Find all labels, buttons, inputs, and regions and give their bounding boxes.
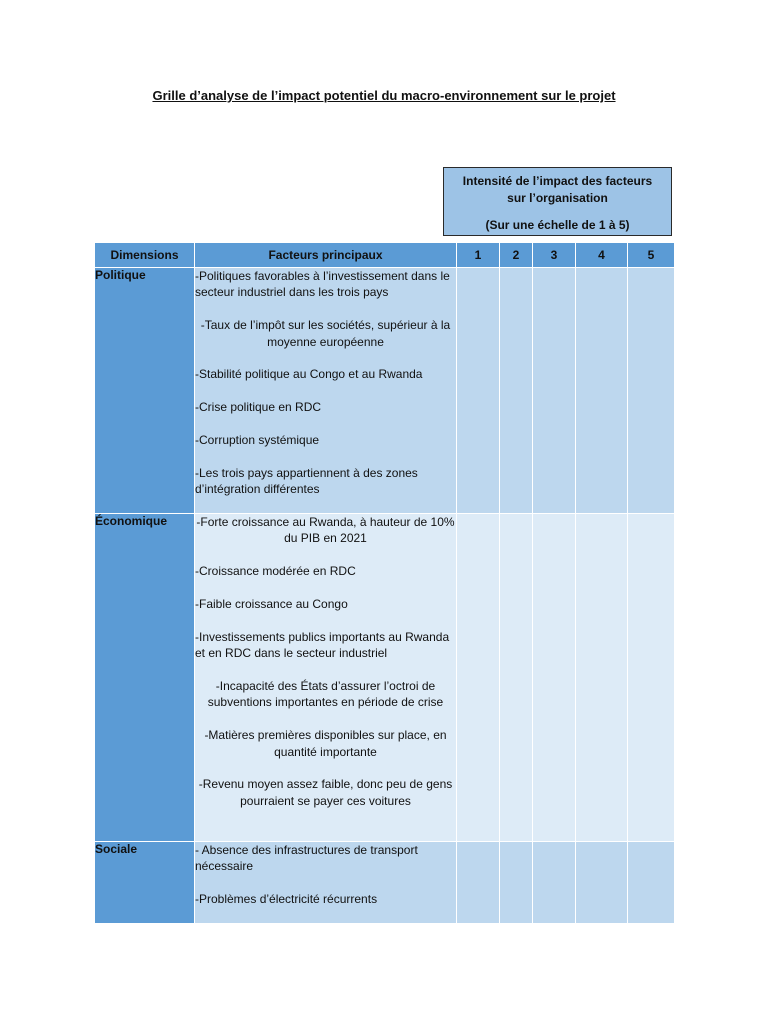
factor-item: -Croissance modérée en RDC — [195, 564, 356, 579]
intensity-header-line1: Intensité de l’impact des facteurs — [462, 174, 653, 188]
factor-item: -Matières premières disponibles sur place, en quantité importante — [204, 728, 447, 759]
intensity-header-box — [443, 167, 672, 236]
dimension-economique: Économique — [95, 514, 195, 842]
factor-item: -Investissements publics importants au Rwanda et en RDC dans le secteur industriel — [195, 629, 450, 661]
score-cell-politique-5[interactable] — [628, 268, 675, 514]
factor-item: -Faible croissance au Congo — [195, 597, 348, 611]
dimension-sociale: Sociale — [95, 842, 195, 924]
factors-sociale — [195, 842, 457, 924]
table-row-sociale — [95, 842, 675, 924]
score-cell-sociale-4[interactable] — [576, 842, 628, 924]
factor-item: -Les trois pays appartiennent à des zones d’intégration différentes — [195, 465, 418, 497]
factors-economique — [195, 514, 457, 842]
table-header-row — [95, 243, 675, 268]
table-row-economique — [95, 514, 675, 842]
header-score-3: 3 — [533, 243, 576, 268]
score-cell-sociale-2[interactable] — [500, 842, 533, 924]
factor-item: -Problèmes d’électricité récurrents — [195, 892, 378, 907]
score-cell-politique-3[interactable] — [533, 268, 576, 514]
score-cell-economique-5[interactable] — [628, 514, 675, 842]
factor-item: - Absence des infrastructures de transport nécessaire — [195, 843, 418, 874]
factors-politique — [195, 268, 457, 514]
score-cell-sociale-1[interactable] — [457, 842, 500, 924]
header-score-2: 2 — [500, 243, 533, 268]
table-row-politique — [95, 268, 675, 514]
score-cell-politique-4[interactable] — [576, 268, 628, 514]
analysis-grid-table — [94, 242, 675, 924]
score-cell-sociale-5[interactable] — [628, 842, 675, 924]
factor-item: -Crise politique en RDC — [195, 400, 322, 415]
score-cell-politique-2[interactable] — [500, 268, 533, 514]
factor-item: -Incapacité des États d’assurer l’octroi de subventions importantes en période de crise — [207, 679, 444, 710]
document-title: Grille d’analyse de l’impact potentiel du macro-environnement sur le projet — [152, 88, 616, 103]
factor-item: -Corruption systémique — [195, 433, 320, 447]
score-cell-sociale-3[interactable] — [533, 842, 576, 924]
header-score-4: 4 — [576, 243, 628, 268]
intensity-scale-note: (Sur une échelle de 1 à 5) — [485, 218, 630, 232]
factor-item: -Stabilité politique au Congo et au Rwanda — [195, 367, 423, 382]
score-cell-economique-3[interactable] — [533, 514, 576, 842]
score-cell-politique-1[interactable] — [457, 268, 500, 514]
factor-item: -Forte croissance au Rwanda, à hauteur de 10% du PIB en 2021 — [196, 515, 455, 546]
header-score-5: 5 — [628, 243, 675, 268]
score-cell-economique-1[interactable] — [457, 514, 500, 842]
header-facteurs: Facteurs principaux — [195, 243, 457, 268]
score-cell-economique-2[interactable] — [500, 514, 533, 842]
factor-item: -Revenu moyen assez faible, donc peu de gens pourraient se payer ces voitures — [198, 777, 453, 808]
factor-item: -Taux de l’impôt sur les sociétés, supérieur à la moyenne européenne — [200, 318, 451, 349]
dimension-politique: Politique — [95, 268, 195, 514]
score-cell-economique-4[interactable] — [576, 514, 628, 842]
header-dimensions: Dimensions — [95, 243, 195, 268]
intensity-header-line2: sur l’organisation — [507, 191, 608, 205]
factor-item: -Politiques favorables à l’investissement dans le secteur industriel dans les trois pays — [195, 269, 450, 300]
header-score-1: 1 — [457, 243, 500, 268]
